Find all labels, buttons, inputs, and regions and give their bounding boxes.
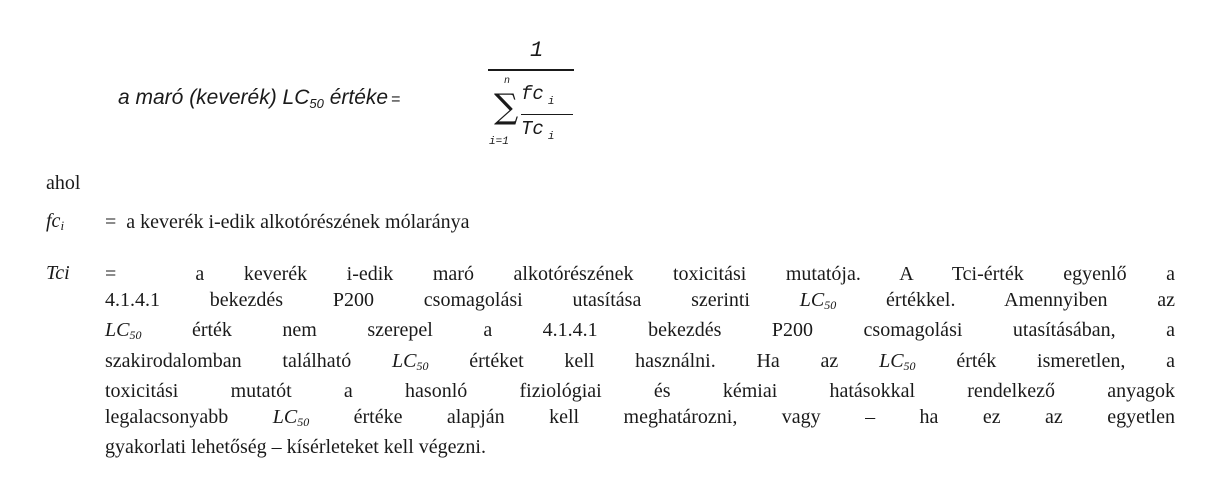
formula-lhs [118,86,400,111]
formula-lhs-tail: értéke [323,86,389,109]
formula-lhs-text: a maró (keverék) LC [118,86,310,109]
formula-sum-symbol: ∑ [494,87,519,127]
definition-line-3: $LC_{50}$ érték nem szerepel a 4.1.4.1 bekezdés P200 csomagolási utasításában, a [105,319,1175,342]
formula-lhs-sub: 50 [309,96,324,111]
definition-body-fc: = a keverék i-edik alkotórészének mólaránya [105,211,470,233]
formula [118,38,638,168]
formula-equals: = [391,91,401,108]
definition-line-1: = a keverék i-edik maró alkotórészének toxicitási mutatója. A Tci-érték egyenlő a [105,263,1175,285]
formula-inner-fraction-bar [521,114,573,115]
definition-line-7: gyakorlati lehetőség – kísérleteket kell végezni. [105,436,486,458]
definition-line-6: legalacsonyabb $LC_{50}$ értéke alapján kell meghatározni, vagy – ha ez az egyetlen [105,405,1175,429]
ahol-label: ahol [46,172,81,194]
definition-line-4: szakirodalomban található $LC_{50}$ értéket kell használni. Ha az $LC_{50}$ érték ismeretlen, a [105,349,1175,373]
definition-term-tci: Tci [46,262,70,284]
definition-term-fc: $fc_i$ [46,210,65,233]
formula-numerator: 1 [530,38,544,63]
formula-inner-denominator: Tc $_i$ [521,118,555,143]
definition-body-tci [105,262,1175,461]
formula-inner-numerator: fc $_i$ [521,83,555,108]
formula-sum-upper: n [504,76,511,87]
definition-line-2: 4.1.4.1 bekezdés P200 csomagolási utasítása szerinti $LC_{50}$ értékkel. Amennyiben az [105,288,1175,312]
formula-sum-lower: i=1 [489,136,509,148]
formula-fraction-bar [488,69,574,71]
definition-line-5: toxicitási mutatót a hasonló fiziológiai és kémiai hatásokkal rendelkező anyagok [105,380,1175,402]
